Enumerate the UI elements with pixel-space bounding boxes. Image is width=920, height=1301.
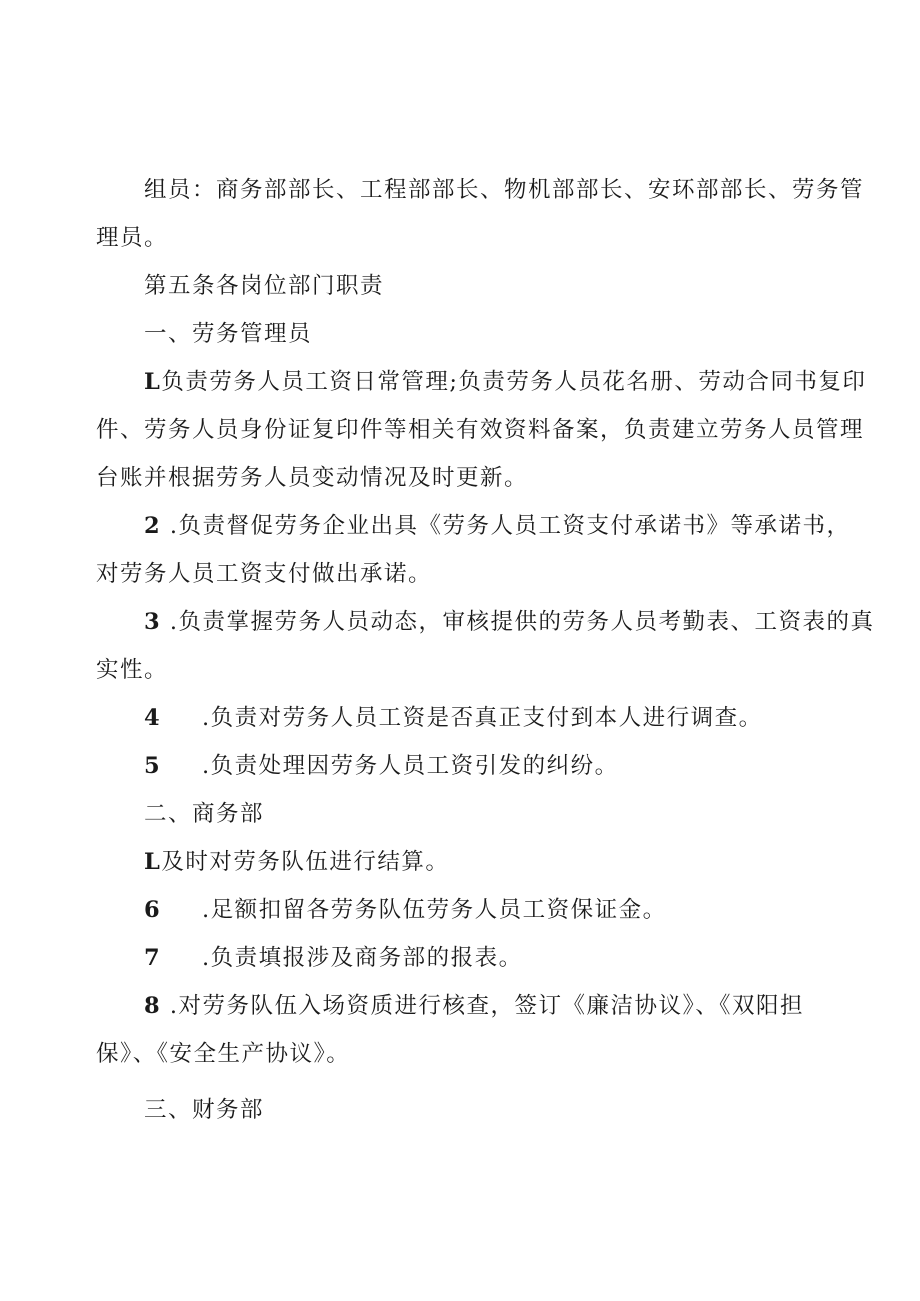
- s2-item8-text: .对劳务队伍入场资质进行核查，签订《廉洁协议》、《双阳担: [169, 993, 804, 1019]
- s1-item2-text: .负责督促劳务企业出具《劳务人员工资支付承诺书》等承诺书，: [169, 513, 851, 539]
- s1-item1-prefix: L: [144, 369, 162, 395]
- section1-heading: 一、劳务管理员: [144, 321, 313, 347]
- s1-item5-number: 5: [144, 753, 162, 779]
- s2-item6-number: 6: [144, 897, 162, 923]
- s2-item7-number: 7: [144, 945, 162, 971]
- s2-item1-prefix: L: [144, 849, 162, 875]
- s1-item3-text: .负责掌握劳务人员动态，审核提供的劳务人员考勤表、工资表的真: [169, 609, 875, 635]
- s1-item2-number: 2: [144, 513, 162, 539]
- s1-item1-text: 负责劳务人员工资日常管理;负责劳务人员花名册、劳动合同书复印: [161, 369, 867, 395]
- s1-item3-number: 3: [144, 609, 162, 635]
- s1-item4-text: .负责对劳务人员工资是否真正支付到本人进行调查。: [202, 705, 763, 731]
- members-line-1: 组员：商务部部长、工程部部长、物机部部长、安环部部长、劳务管: [144, 177, 865, 203]
- s1-item3-line-2: 实性。: [96, 657, 169, 683]
- s1-item4-number: 4: [144, 705, 162, 731]
- s2-item6-paragraph: [96, 886, 888, 934]
- s2-item1-paragraph: [96, 838, 888, 886]
- members-line-2: 理员。: [96, 225, 169, 251]
- s1-item3-paragraph: [96, 598, 875, 694]
- s1-item1-line-3: 台账并根据劳务人员变动情况及时更新。: [96, 465, 529, 491]
- s1-item2-line-2: 对劳务人员工资支付做出承诺。: [96, 561, 433, 587]
- s1-item2-paragraph: [96, 502, 851, 598]
- s1-item1-line-2: 件、劳务人员身份证复印件等相关有效资料备案，负责建立劳务人员管理: [96, 417, 865, 443]
- s1-item5-paragraph: [96, 742, 888, 790]
- article5-heading: 第五条各岗位部门职责: [144, 273, 385, 299]
- s2-item8-line-2: 保》、《安全生产协议》。: [96, 1041, 351, 1067]
- section3-heading: 三、财务部: [144, 1097, 265, 1123]
- s2-item1-text: 及时对劳务队伍进行结算。: [161, 849, 450, 875]
- s1-item1-paragraph: [96, 358, 867, 502]
- s1-item1-line-1: [96, 358, 867, 406]
- members-paragraph: [96, 166, 865, 262]
- s1-item2-line-1: [96, 502, 851, 550]
- s2-item8-number: 8: [144, 993, 162, 1019]
- s1-item3-line-1: [96, 598, 875, 646]
- s2-item7-paragraph: [96, 934, 888, 982]
- s2-item8-line-1: [96, 982, 840, 1030]
- s2-item6-text: .足额扣留各劳务队伍劳务人员工资保证金。: [202, 897, 667, 923]
- section2-heading: 二、商务部: [144, 801, 265, 827]
- s2-item8-paragraph: [96, 982, 840, 1078]
- s1-item5-text: .负责处理因劳务人员工资引发的纠纷。: [202, 753, 619, 779]
- s2-item7-text: .负责填报涉及商务部的报表。: [202, 945, 523, 971]
- s1-item4-paragraph: [96, 694, 888, 742]
